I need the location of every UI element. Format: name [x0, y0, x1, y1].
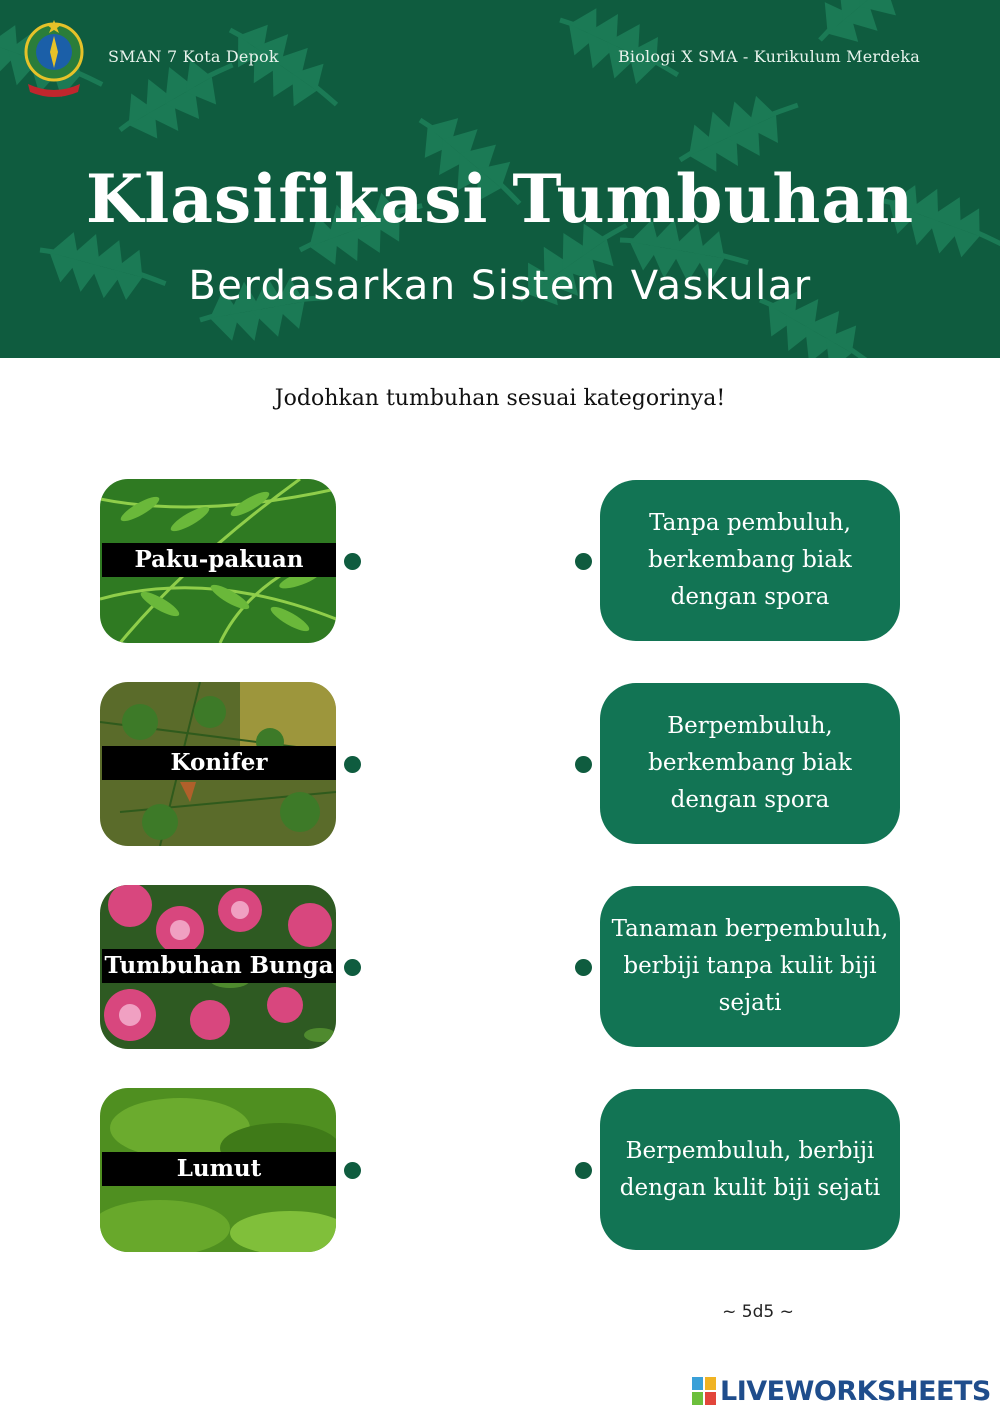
liveworksheets-icon — [692, 1377, 716, 1405]
category-text: Berpembuluh, berbiji dengan kulit biji sejati — [619, 1137, 881, 1201]
plant-label: Lumut — [102, 1152, 336, 1186]
course-name: Biologi X SMA - Kurikulum Merdeka — [617, 47, 920, 66]
plant-card-lumut[interactable] — [100, 1088, 336, 1252]
page-subtitle: Berdasarkan Sistem Vaskular — [188, 263, 812, 309]
header-banner — [0, 0, 1000, 358]
plant-card-konifer[interactable] — [100, 682, 336, 846]
school-logo — [22, 18, 86, 98]
match-dot-left-4[interactable] — [344, 1162, 361, 1179]
category-box-2[interactable] — [600, 683, 900, 844]
plant-card-paku[interactable] — [100, 479, 336, 643]
page-number: ~ 5d5 ~ — [722, 1302, 794, 1322]
match-dot-left-3[interactable] — [344, 959, 361, 976]
match-dot-right-2[interactable] — [575, 756, 592, 773]
plant-label: Konifer — [102, 746, 336, 780]
plant-label: Paku-pakuan — [102, 543, 336, 577]
match-dot-right-3[interactable] — [575, 959, 592, 976]
match-dot-left-2[interactable] — [344, 756, 361, 773]
liveworksheets-logo — [692, 1374, 991, 1408]
category-box-4[interactable] — [600, 1089, 900, 1250]
category-text: Tanpa pembuluh, berkembang biak dengan spora — [648, 510, 852, 610]
category-box-3[interactable] — [600, 886, 900, 1047]
page-title: Klasifikasi Tumbuhan — [85, 160, 915, 238]
instruction-text: Jodohkan tumbuhan sesuai kategorinya! — [274, 386, 726, 411]
match-dot-right-4[interactable] — [575, 1162, 592, 1179]
category-text: Tanaman berpembuluh, berbiji tanpa kulit biji sejati — [611, 916, 889, 1016]
category-box-1[interactable] — [600, 480, 900, 641]
match-dot-right-1[interactable] — [575, 553, 592, 570]
category-text: Berpembuluh, berkembang biak dengan spora — [648, 713, 852, 813]
match-dot-left-1[interactable] — [344, 553, 361, 570]
plant-card-bunga[interactable] — [100, 885, 336, 1049]
brand-name: LIVEWORKSHEETS — [720, 1375, 991, 1407]
school-name: SMAN 7 Kota Depok — [108, 47, 279, 66]
plant-label: Tumbuhan Bunga — [102, 949, 336, 983]
